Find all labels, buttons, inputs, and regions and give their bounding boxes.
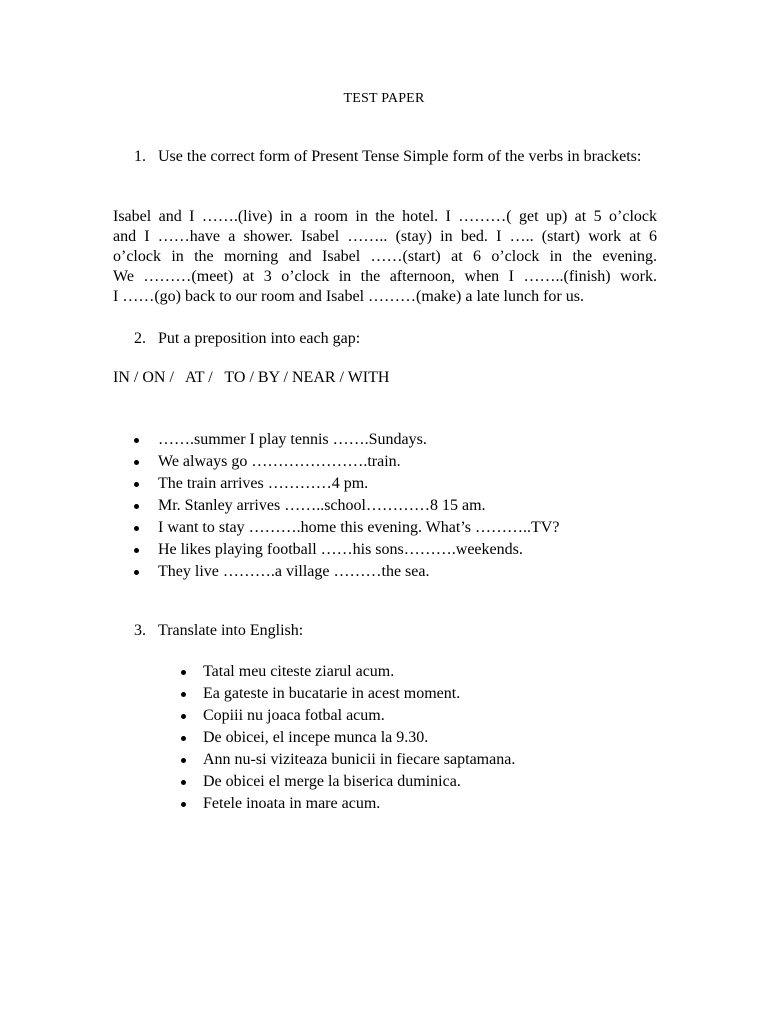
list-item xyxy=(158,429,559,451)
list-item xyxy=(158,561,559,583)
list-item-text: …….summer I play tennis …….Sundays. xyxy=(158,431,427,448)
bullet-icon xyxy=(181,758,186,763)
paragraph-line: Isabel and I …….(live) in a room in the hotel. I ………( get up) at 5 o’clock xyxy=(113,208,657,225)
list-item-text: He likes playing football ……his sons……….weekends. xyxy=(158,541,523,558)
list-item-text: Fetele inoata in mare acum. xyxy=(203,795,381,812)
bullet-icon xyxy=(134,438,139,443)
paragraph-line: and I ……have a shower. Isabel …….. (stay) in bed. I ….. (start) work at 6 xyxy=(113,228,657,245)
bullet-icon xyxy=(181,736,186,741)
list-item xyxy=(158,539,559,561)
section-2-instruction-text: Put a preposition into each gap: xyxy=(158,330,361,347)
list-item-text: Mr. Stanley arrives ……..school…………8 15 am. xyxy=(158,497,486,514)
bullet-icon xyxy=(134,460,139,465)
section-3-number: 3. xyxy=(134,622,146,639)
list-item xyxy=(158,473,559,495)
list-item-text: We always go ………………….train. xyxy=(158,453,401,470)
list-item xyxy=(203,661,515,683)
section-2-list xyxy=(158,429,559,583)
list-item xyxy=(203,705,515,727)
bullet-icon xyxy=(181,670,186,675)
section-2-instruction xyxy=(134,329,657,349)
list-item-text: The train arrives …………4 pm. xyxy=(158,475,369,492)
page-title: TEST PAPER xyxy=(343,91,425,106)
section-1-number: 1. xyxy=(134,148,146,165)
bullet-icon xyxy=(181,714,186,719)
list-item-text: De obicei el merge la biserica duminica. xyxy=(203,773,461,790)
section-3-list xyxy=(203,661,515,815)
section-3-instruction-text: Translate into English: xyxy=(158,622,304,639)
list-item-text: Ann nu-si viziteaza bunicii in fiecare saptamana. xyxy=(203,751,516,768)
section-1-instruction-text: Use the correct form of Present Tense Simple form of the verbs in brackets: xyxy=(158,148,642,165)
list-item xyxy=(158,451,559,473)
list-item xyxy=(158,495,559,517)
section-2-number: 2. xyxy=(134,330,146,347)
paragraph-line: We ………(meet) at 3 o’clock in the afternoon, when I ……..(finish) work. xyxy=(113,268,657,285)
list-item-text: I want to stay ……….home this evening. What’s ………..TV? xyxy=(158,519,560,536)
paragraph-line: o’clock in the morning and Isabel ……(start) at 6 o’clock in the evening. xyxy=(113,248,657,265)
paragraph-line: I ……(go) back to our room and Isabel ………(make) a late lunch for us. xyxy=(113,288,584,305)
list-item xyxy=(203,771,515,793)
list-item-text: De obicei, el incepe munca la 9.30. xyxy=(203,729,429,746)
list-item xyxy=(203,683,515,705)
preposition-word-bank: IN / ON / AT / TO / BY / NEAR / WITH xyxy=(113,369,390,386)
section-3-instruction xyxy=(134,621,657,641)
list-item xyxy=(203,793,515,815)
bullet-icon xyxy=(134,482,139,487)
section-1-instruction xyxy=(134,147,657,167)
bullet-icon xyxy=(134,570,139,575)
bullet-icon xyxy=(134,526,139,531)
list-item-text: Ea gateste in bucatarie in acest moment. xyxy=(203,685,461,702)
bullet-icon xyxy=(134,504,139,509)
section-1-paragraph xyxy=(113,207,657,307)
list-item-text: Tatal meu citeste ziarul acum. xyxy=(203,663,395,680)
list-item-text: They live ……….a village ………the sea. xyxy=(158,563,430,580)
list-item xyxy=(158,517,559,539)
bullet-icon xyxy=(134,548,139,553)
list-item xyxy=(203,749,515,771)
bullet-icon xyxy=(181,802,186,807)
list-item-text: Copiii nu joaca fotbal acum. xyxy=(203,707,385,724)
list-item xyxy=(203,727,515,749)
bullet-icon xyxy=(181,692,186,697)
bullet-icon xyxy=(181,780,186,785)
